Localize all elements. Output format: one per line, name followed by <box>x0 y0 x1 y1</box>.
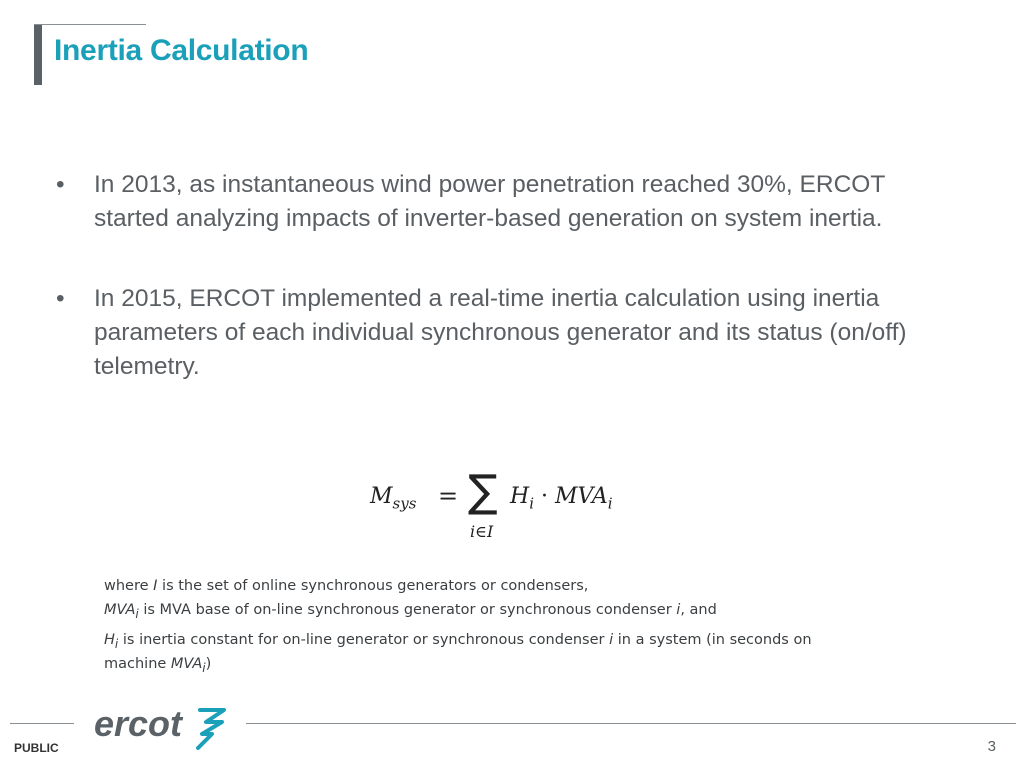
ercot-logo <box>94 704 234 752</box>
definition-line: $H_i$ is inertia constant for on-line generator or synchronous condenser i in a system (in seconds on <box>104 631 812 651</box>
logo-wordmark: ercot <box>94 704 183 744</box>
slide-title: Inertia Calculation <box>54 34 309 67</box>
title-accent-bar <box>34 25 42 85</box>
summation-symbol: ∑ <box>468 466 498 517</box>
page-number: 3 <box>987 738 996 755</box>
definition-line: $MVA_i$ is MVA base of on-line synchronous generator or synchronous condenser i, and <box>104 602 717 621</box>
inertia-formula <box>370 466 670 550</box>
bullet-marker: • <box>56 171 65 198</box>
bullet-text: In 2015, ERCOT implemented a real-time inertia calculation using inertia parameters of each individual synchronous generator and its status (on/off) telemetry. <box>94 285 907 380</box>
bullet-marker: • <box>56 285 65 312</box>
summation-index: i∈I <box>470 522 494 541</box>
definition-line: machine $MVA_i$) <box>104 655 212 675</box>
bullet-list <box>56 168 956 384</box>
lightning-icon <box>198 710 224 748</box>
footer-divider-right <box>246 723 1016 724</box>
classification-label: PUBLIC <box>14 741 59 755</box>
footer-divider-left <box>10 723 74 724</box>
bullet-item <box>56 282 956 384</box>
definition-line: where I is the set of online synchronous generators or condensers, <box>104 578 589 594</box>
title-accent-line <box>34 24 146 25</box>
bullet-item <box>56 168 956 236</box>
bullet-text: In 2013, as instantaneous wind power penetration reached 30%, ERCOT started analyzing impacts of inverter-based generation on system inertia. <box>94 171 885 232</box>
formula-rhs: $H_i \cdot MVA_i$ <box>510 484 613 513</box>
formula-equals: = <box>438 482 459 510</box>
formula-lhs: $M_{sys}$ <box>370 484 417 513</box>
formula-definitions <box>104 574 904 678</box>
